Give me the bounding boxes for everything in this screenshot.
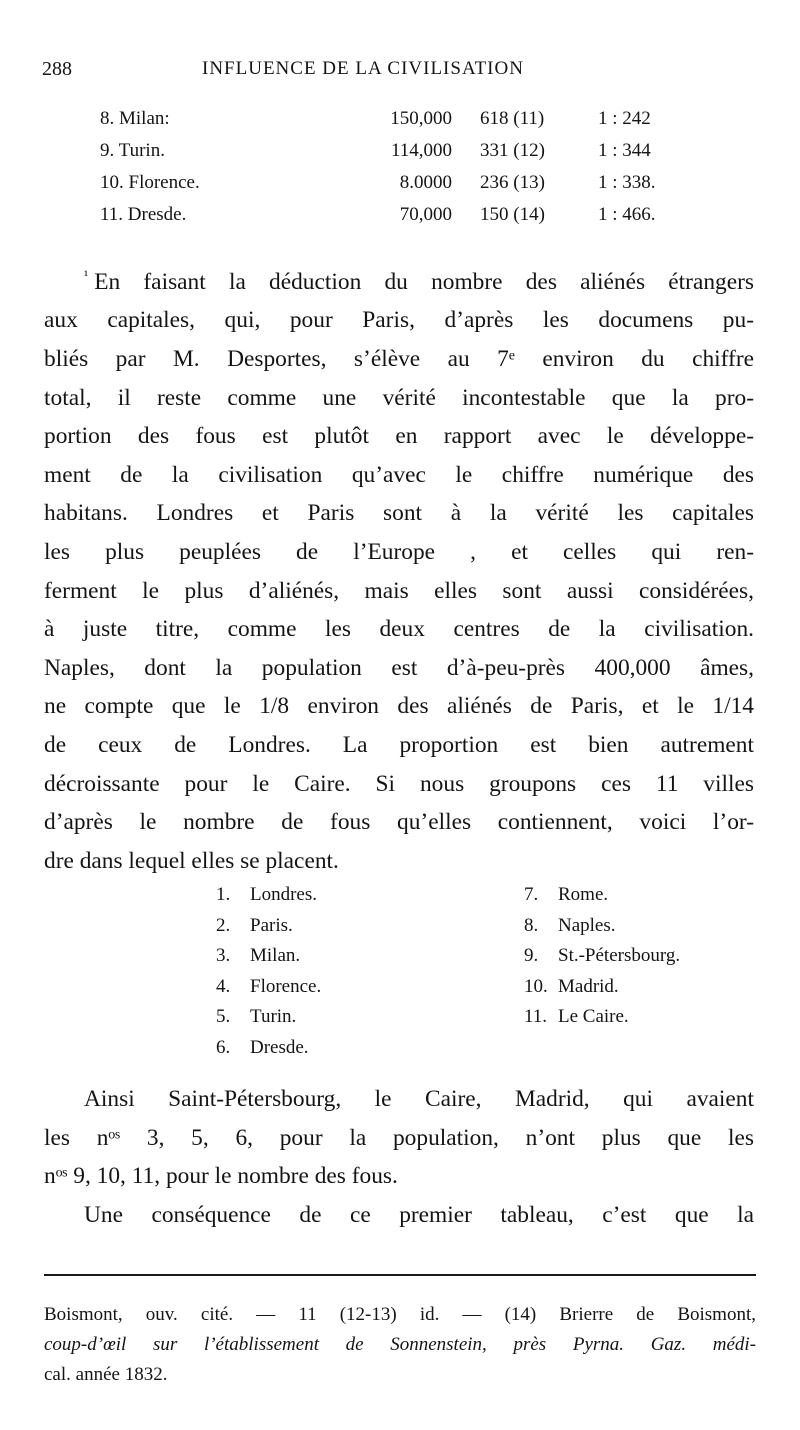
paragraph-conclusion — [44, 1080, 754, 1234]
table-row — [100, 140, 690, 172]
ratio-cell: 1 : 242 — [598, 108, 651, 129]
text-line: dre dans lequel elles se placent. — [44, 847, 339, 874]
list-item: 3. Milan. — [216, 945, 301, 966]
alienes-cell: 331 (12) — [480, 140, 545, 161]
text-line: $^{^1}$ En faisant la déduction du nombre des aliénés étrangers — [84, 268, 754, 295]
footnote-line: Boismont, ouv. cité. — 11 (12-13) id. — (14) Brierre de Boismont, — [44, 1304, 756, 1325]
population-cell: 114,000 — [390, 140, 452, 161]
text-line: décroissante pour le Caire. Si nous groupons ces 11 villes — [44, 770, 754, 797]
footnote-line: coup-d’œil sur l’établissement de Sonnenstein, près Pyrna. Gaz. médi- — [44, 1334, 756, 1355]
list-item: 6. Dresde. — [216, 1036, 309, 1058]
text-line: total, il reste comme une vérité incontestable que la pro- — [44, 384, 754, 411]
alienes-cell: 150 (14) — [480, 204, 545, 225]
list-item: 10. Madrid. — [524, 975, 619, 997]
alienes-cell: 618 (11) — [480, 108, 545, 129]
ratio-cell: 1 : 466. — [598, 204, 656, 225]
list-item: 5. Turin. — [216, 1006, 297, 1027]
footnote-mark: ¹ — [84, 269, 89, 284]
footnote-divider — [44, 1274, 756, 1276]
list-item: 11. Le Caire. — [524, 1006, 629, 1027]
table-row — [100, 172, 690, 204]
text-line: portion des fous est plutôt en rapport avec le développe- — [44, 423, 754, 450]
population-cell: 150,000 — [390, 108, 452, 129]
city-ranking-list — [216, 884, 736, 1064]
list-item: 7. Rome. — [524, 884, 609, 905]
text-line: Une conséquence de ce premier tableau, c’est que la — [84, 1201, 754, 1228]
text-line: habitans. Londres et Paris sont à la vérité les capitales — [44, 500, 754, 527]
text-line: ment de la civilisation qu’avec le chiffre numérique des — [44, 461, 754, 488]
population-cell: 70,000 — [399, 204, 452, 225]
list-item: 9. St.-Pétersbourg. — [524, 945, 681, 966]
text-line: Naples, dont la population est d’à-peu-près 400,000 âmes, — [44, 654, 754, 681]
ranking-column-right — [524, 884, 680, 1037]
table-row — [100, 204, 690, 236]
text-line: les nᵒˢ 3, 5, 6, pour la population, n’ont plus que les — [44, 1124, 754, 1151]
city-cell: 10. Florence. — [100, 172, 200, 193]
population-cell: 8.0000 — [399, 172, 452, 193]
city-cell: 9. Turin. — [100, 140, 165, 161]
table-row — [100, 108, 690, 140]
footnote-line: cal. année 1832. — [44, 1364, 168, 1385]
city-cell: 11. Dresde. — [100, 204, 187, 225]
text-line: d’après le nombre de fous qu’elles contiennent, voici l’or- — [44, 809, 754, 836]
text-line: de ceux de Londres. La proportion est bien autrement — [44, 731, 754, 758]
text-line: ferment le plus d’aliénés, mais elles sont aussi considérées, — [44, 577, 754, 604]
page-header — [42, 58, 760, 88]
ranking-column-left — [216, 884, 321, 1067]
text-line: Ainsi Saint-Pétersbourg, le Caire, Madrid, qui avaient — [84, 1086, 754, 1112]
text-line: aux capitales, qui, pour Paris, d’après les documens pu- — [44, 307, 754, 334]
list-item: 4. Florence. — [216, 975, 322, 997]
text-line: nᵒˢ 9, 10, 11, pour le nombre des fous. — [44, 1163, 398, 1190]
ratio-cell: 1 : 338. — [598, 172, 656, 193]
paragraph-analysis — [44, 258, 754, 880]
text-line: à juste titre, comme les deux centres de la civilisation. — [44, 616, 754, 643]
text-line: les plus peuplées de l’Europe , et celles qui ren- — [44, 538, 754, 565]
list-item: 1. Londres. — [216, 884, 318, 905]
city-statistics-table — [100, 108, 690, 236]
ratio-cell: 1 : 344 — [598, 140, 651, 161]
text-line: ne compte que le 1/8 environ des aliénés de Paris, et le 1/14 — [44, 693, 754, 720]
text-line: bliés par M. Desportes, s’élève au 7ᵉ environ du chiffre — [44, 345, 754, 372]
list-item: 8. Naples. — [524, 914, 616, 936]
page-number: 288 — [42, 58, 72, 80]
footnote — [44, 1300, 756, 1390]
list-item: 2. Paris. — [216, 914, 293, 936]
alienes-cell: 236 (13) — [480, 172, 545, 193]
city-cell: 8. Milan: — [100, 108, 170, 129]
running-title: INFLUENCE DE LA CIVILISATION — [202, 58, 524, 79]
